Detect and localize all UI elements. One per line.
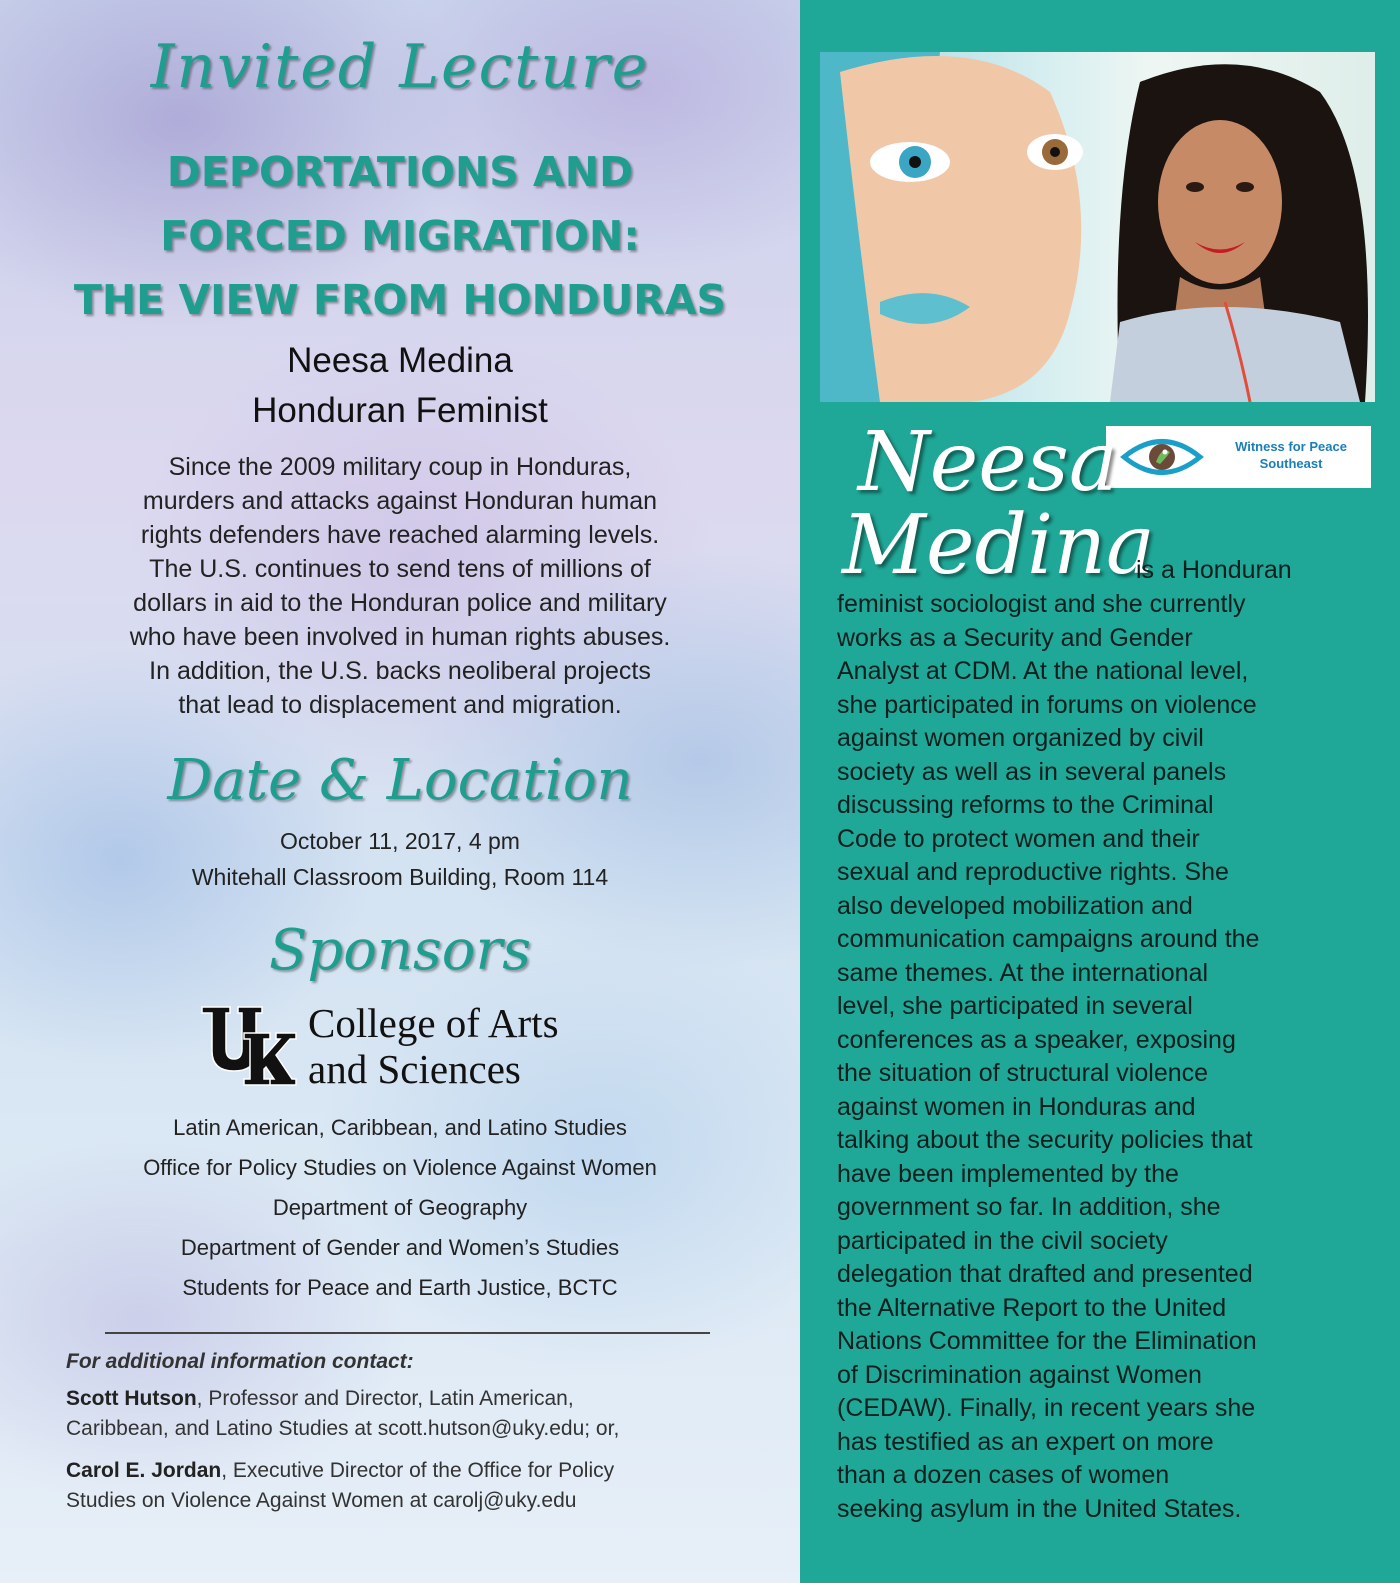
- college-line: College of Arts: [308, 1000, 559, 1046]
- headline-line: THE VIEW FROM HONDURAS: [73, 276, 727, 324]
- contact-text: , Professor and Director, Latin American,: [196, 1387, 574, 1410]
- bio-line: society as well as in several panels: [837, 757, 1227, 786]
- sponsor-list: [0, 1108, 800, 1308]
- bio-line: she participated in forums on violence: [837, 690, 1257, 719]
- bio-line: government so far. In addition, she: [837, 1193, 1221, 1221]
- bio-line: the situation of structural violence: [837, 1059, 1209, 1087]
- bio-line: Nations Committee for the Elimination: [837, 1327, 1257, 1355]
- headline-line: DEPORTATIONS AND: [166, 148, 634, 196]
- date-location-title: Date & Location: [167, 748, 633, 813]
- logo-text: [1216, 438, 1366, 472]
- bio-line: against women organized by civil: [837, 724, 1204, 752]
- bio-line: the Alternative Report to the United: [837, 1293, 1227, 1322]
- contact-scott: [66, 1384, 766, 1444]
- summary-line: Since the 2009 military coup in Honduras,: [168, 453, 632, 481]
- sponsor-item: Department of Gender and Women’s Studies: [180, 1235, 620, 1260]
- contact-name: Carol E. Jordan: [66, 1459, 222, 1482]
- bio-line: seeking asylum in the United States.: [837, 1494, 1242, 1523]
- headline-line: FORCED MIGRATION:: [160, 212, 640, 260]
- bio-line: also developed mobilization and: [837, 891, 1193, 920]
- logo-line: Southeast: [1259, 456, 1323, 471]
- bio-lead: is a Honduran: [1136, 556, 1292, 584]
- lecture-summary: [60, 450, 740, 722]
- contact-text: Studies on Violence Against Women at carolj@uky.edu: [66, 1489, 577, 1512]
- bio-line: against women in Honduras and: [837, 1092, 1196, 1121]
- contact-text: , Executive Director of the Office for Policy: [221, 1459, 615, 1482]
- bio-line: feminist sociologist and she currently: [837, 590, 1246, 618]
- uk-logo: [200, 1005, 298, 1087]
- sponsor-item: Department of Geography: [272, 1195, 528, 1220]
- bio-line: delegation that drafted and presented: [837, 1260, 1253, 1288]
- summary-line: that lead to displacement and migration.: [178, 691, 622, 719]
- summary-line: who have been involved in human rights abuses.: [129, 623, 671, 651]
- bio-line: than a dozen cases of women: [837, 1461, 1170, 1489]
- bio-line: sexual and reproductive rights. She: [837, 858, 1229, 886]
- bio-line: have been implemented by the: [837, 1159, 1179, 1188]
- kicker-title: Invited Lecture: [150, 32, 650, 102]
- sponsors-title: Sponsors: [269, 918, 531, 983]
- bio-line: Code to protect women and their: [837, 824, 1200, 853]
- sponsor-item: Latin American, Caribbean, and Latino Studies: [173, 1115, 627, 1140]
- sponsor-item: Office for Policy Studies on Violence Against Women: [143, 1155, 657, 1180]
- bio-line: (CEDAW). Finally, in recent years she: [837, 1394, 1256, 1422]
- event-location: Whitehall Classroom Building, Room 114: [191, 864, 609, 890]
- speaker-photo: [820, 52, 1375, 402]
- divider: [105, 1332, 710, 1334]
- bio-line: level, she participated in several: [837, 992, 1193, 1020]
- college-name: [308, 1000, 559, 1092]
- summary-line: The U.S. continues to send tens of millions of: [149, 555, 651, 583]
- bio-line: same themes. At the international: [837, 958, 1209, 987]
- speaker-bio: [837, 588, 1382, 1526]
- contact-name: Scott Hutson: [66, 1387, 197, 1410]
- summary-line: dollars in aid to the Honduran police and military: [133, 589, 667, 617]
- event-date: October 11, 2017, 4 pm: [280, 828, 520, 854]
- speaker-role: Honduran Feminist: [252, 391, 548, 430]
- summary-line: rights defenders have reached alarming levels.: [140, 521, 660, 549]
- dove-eye-logo-icon: [1120, 432, 1204, 482]
- bio-line: conferences as a speaker, exposing: [837, 1025, 1236, 1054]
- bio-line: of Discrimination against Women: [837, 1360, 1202, 1389]
- bio-line: Analyst at CDM. At the national level,: [837, 657, 1249, 685]
- bio-line: works as a Security and Gender: [837, 623, 1193, 652]
- contact-carol: [66, 1456, 766, 1516]
- name-script-first: Neesa: [858, 415, 1118, 510]
- bio-line: participated in the civil society: [837, 1226, 1168, 1255]
- college-line: and Sciences: [308, 1046, 521, 1092]
- name-script-last: Medina: [842, 498, 1155, 593]
- sponsor-item: Students for Peace and Earth Justice, BCTC: [182, 1275, 618, 1300]
- lecture-headline: [0, 140, 800, 332]
- summary-line: murders and attacks against Honduran human: [142, 487, 658, 515]
- bio-line: communication campaigns around the: [837, 925, 1260, 953]
- bio-line: has testified as an expert on more: [837, 1427, 1214, 1456]
- contact-text: Caribbean, and Latino Studies at scott.hutson@uky.edu; or,: [66, 1417, 620, 1440]
- speaker-name: Neesa Medina: [287, 341, 513, 380]
- logo-line: Witness for Peace: [1235, 439, 1347, 454]
- bio-line: discussing reforms to the Criminal: [837, 791, 1214, 819]
- contact-heading: For additional information contact:: [66, 1350, 414, 1373]
- speaker-block: [0, 336, 800, 436]
- summary-line: In addition, the U.S. backs neoliberal projects: [149, 657, 651, 685]
- bio-line: talking about the security policies that: [837, 1126, 1253, 1154]
- witness-for-peace-logo: [1106, 426, 1371, 488]
